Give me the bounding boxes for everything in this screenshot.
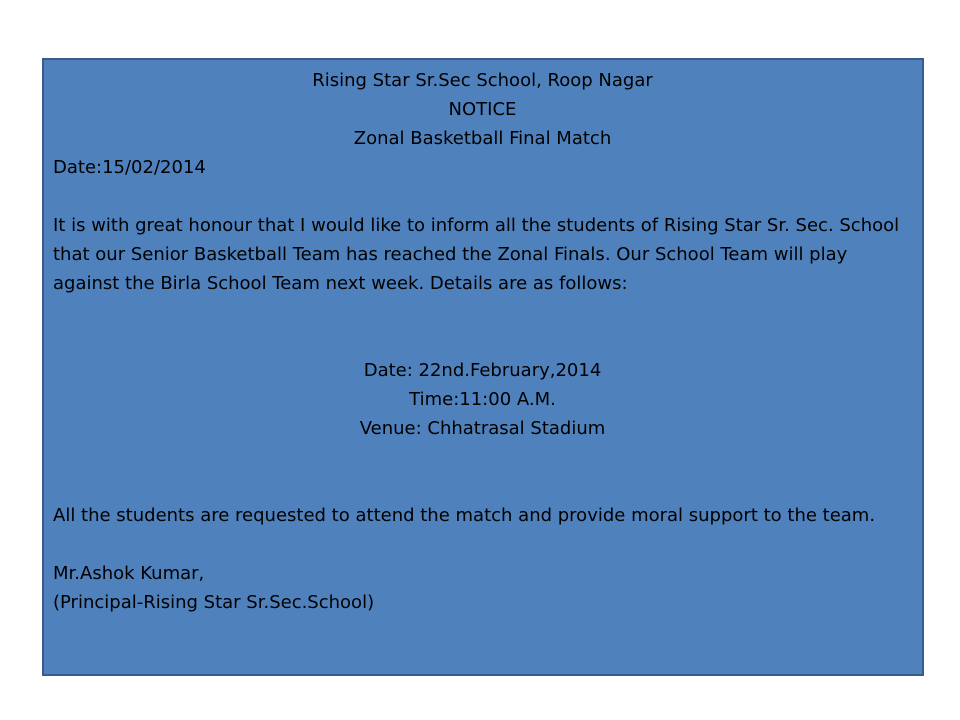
notice-body: It is with great honour that I would like to inform all the students of Rising Star Sr. Sec. School that our Senior Basketball Team has reached the Zonal Finals. Our School Team will play against the Birla School Team next week. Details are as follows:: [53, 215, 900, 294]
notice-subject: Zonal Basketball Final Match: [353, 128, 612, 149]
match-date: Date: 22nd.February,2014: [363, 360, 602, 381]
spacer: [53, 443, 912, 501]
signatory-name: Mr.Ashok Kumar,: [53, 563, 205, 584]
school-name: Rising Star Sr.Sec School, Roop Nagar: [312, 70, 653, 91]
spacer: [53, 298, 912, 356]
notice-heading: NOTICE: [448, 99, 517, 120]
spacer: [53, 530, 912, 559]
notice-box: [42, 58, 924, 676]
spacer: [53, 182, 912, 211]
match-venue: Venue: Chhatrasal Stadium: [359, 418, 606, 439]
signatory-title: (Principal-Rising Star Sr.Sec.School): [53, 592, 375, 613]
notice-date: Date:15/02/2014: [53, 157, 206, 178]
match-time: Time:11:00 A.M.: [409, 389, 556, 410]
notice-closing: All the students are requested to attend the match and provide moral support to the team.: [53, 505, 876, 526]
